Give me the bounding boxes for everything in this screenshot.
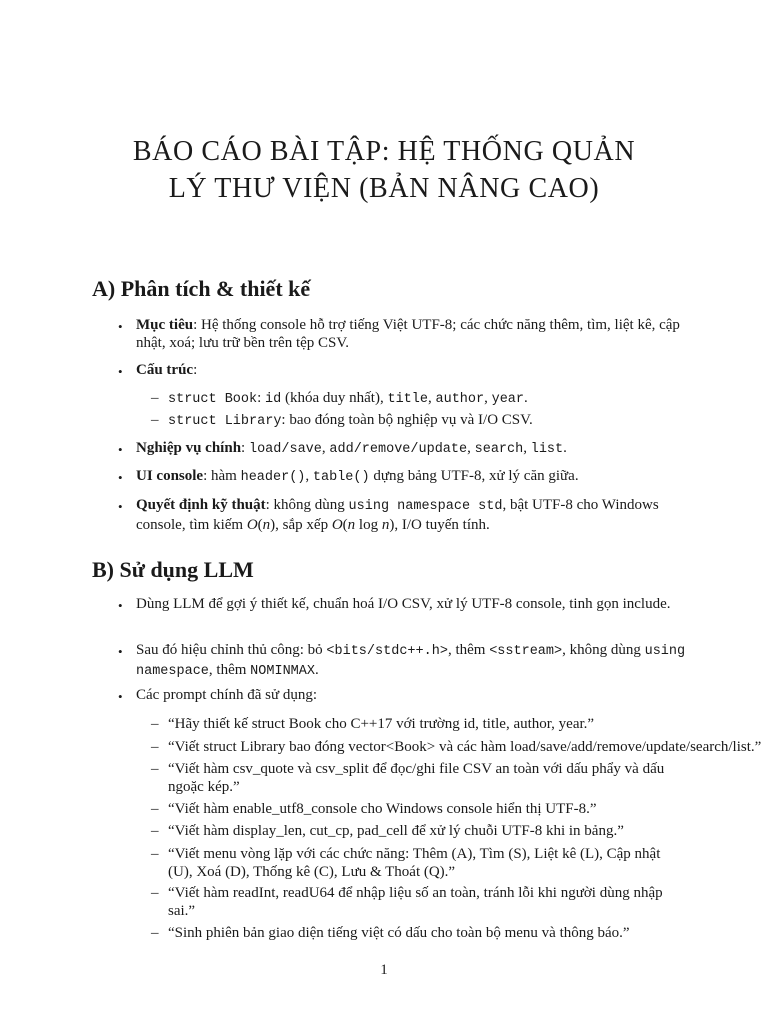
math: log — [355, 517, 382, 533]
math: n — [262, 517, 271, 533]
text: , — [484, 390, 492, 406]
text: : hàm — [203, 468, 241, 484]
math: ) — [270, 517, 276, 533]
bullet-structure: • — [118, 364, 123, 379]
dash-book: – — [151, 390, 159, 406]
code-struct-library: struct Library — [168, 414, 282, 429]
prompt-item: “Hãy thiết kế struct Book cho C++17 với trường id, title, author, year.” — [168, 716, 595, 732]
math: O — [246, 517, 258, 533]
text: : không dùng — [265, 497, 349, 513]
math: O — [331, 517, 343, 533]
dash-prompt: – — [151, 716, 159, 732]
math: n — [347, 517, 356, 533]
text: , bật UTF-8 cho Windows console, tìm kiếm — [136, 497, 659, 533]
text: : bao đóng toàn bộ nghiệp vụ và I/O CSV. — [281, 412, 533, 428]
bullet-business: • — [118, 442, 123, 457]
item-business — [136, 439, 736, 459]
section-a-heading: A) Phân tích & thiết kế — [92, 276, 311, 301]
text: , — [305, 468, 313, 484]
text: , — [428, 390, 436, 406]
text: . — [563, 440, 567, 456]
item-prompts-intro: Các prompt chính đã sử dụng: — [136, 687, 318, 703]
prompt-item: “Viết menu vòng lặp với các chức năng: Thêm (A), Tìm (S), Liệt kê (L), Cập nhật (U), Xoá (D), Thống kê (C), Lưu & Thoát (Q).” — [168, 846, 661, 880]
goal-text: : Hệ thống console hỗ trợ tiếng Việt UTF-8; các chức năng thêm, tìm, liệt kê, cập nhật, xoá; lưu trữ bền trên tệp CSV. — [136, 317, 680, 351]
code-add-remove-update: add/remove/update — [329, 442, 468, 457]
math: ( — [257, 517, 263, 533]
code-id: id — [265, 392, 282, 407]
code-author: author — [435, 392, 485, 407]
bullet-llm-use: • — [118, 598, 123, 613]
code-using-namespace: using namespace — [136, 644, 686, 679]
bullet-prompts: • — [118, 689, 123, 704]
structure-colon: : — [193, 362, 198, 378]
dash-prompt: – — [151, 801, 159, 817]
dash-prompt: – — [151, 846, 159, 862]
code-search: search — [474, 442, 524, 457]
text: , thêm — [447, 642, 490, 658]
prompt-item: “Sinh phiên bản giao diện tiếng việt có dấu cho toàn bộ menu và thông báo.” — [168, 925, 630, 941]
sub-struct-library — [168, 411, 768, 431]
item-structure — [136, 361, 696, 379]
decision-label: Quyết định kỹ thuật — [136, 497, 266, 513]
code-load-save: load/save — [248, 442, 322, 457]
text: , thêm — [208, 662, 251, 678]
dash-prompt: – — [151, 761, 159, 777]
dash-prompt: – — [151, 885, 159, 901]
math: ( — [342, 517, 348, 533]
item-ui — [136, 467, 696, 487]
text: , không dùng — [562, 642, 645, 658]
title-line-1: BÁO CÁO BÀI TẬP: HỆ THỐNG QUẢN — [132, 136, 636, 167]
text: , I/O tuyến tính. — [394, 517, 490, 533]
text: . — [524, 390, 528, 406]
item-llm-use: Dùng LLM để gợi ý thiết kế, chuẩn hoá I/O CSV, xử lý UTF-8 console, tinh gọn include. — [136, 596, 671, 612]
bullet-goal: • — [118, 319, 123, 334]
prompt-item: “Viết hàm display_len, cut_cp, pad_cell để xử lý chuỗi UTF-8 khi in bảng.” — [168, 823, 624, 839]
prompt-item: “Viết struct Library bao đóng vector<Book> và các hàm load/save/add/remove/update/search/list.” — [168, 739, 762, 755]
bullet-decision: • — [118, 499, 123, 514]
text: , — [321, 440, 330, 456]
text: , — [467, 440, 475, 456]
code-using-namespace-std: using namespace std — [348, 499, 503, 514]
code-table: table() — [312, 470, 370, 485]
sub-struct-book — [168, 389, 768, 409]
prompt-item: “Viết hàm readInt, readU64 để nhập liệu số an toàn, tránh lỗi khi người dùng nhập sai.” — [168, 885, 663, 919]
business-label: Nghiệp vụ chính — [136, 440, 242, 456]
prompt-item: “Viết hàm enable_utf8_console cho Windows console hiển thị UTF-8.” — [168, 801, 597, 817]
text: , sắp xếp — [275, 517, 332, 533]
text: , — [523, 440, 531, 456]
prompt-item: “Viết hàm csv_quote và csv_split để đọc/ghi file CSV an toàn với dấu phẩy và dấu ngoặc kép.” — [168, 761, 665, 795]
code-sstream: <sstream> — [489, 644, 563, 659]
text: (khóa duy nhất), — [281, 390, 388, 406]
ui-label: UI console — [136, 468, 204, 484]
bullet-manual-fix: • — [118, 644, 123, 659]
item-decision — [136, 496, 696, 534]
code-title: title — [387, 392, 428, 407]
dash-prompt: – — [151, 823, 159, 839]
text: . — [314, 662, 319, 678]
section-b-heading: B) Sử dụng LLM — [92, 557, 254, 582]
code-year: year — [491, 392, 525, 407]
page-number: 1 — [380, 962, 388, 978]
document-title — [0, 133, 768, 207]
item-goal — [136, 316, 696, 352]
dash-prompt: – — [151, 739, 159, 755]
structure-label: Cấu trúc — [136, 362, 194, 378]
text: : — [257, 390, 266, 406]
title-line-2: LÝ THƯ VIỆN (BẢN NÂNG CAO) — [168, 173, 600, 204]
math: n — [381, 517, 390, 533]
text: : — [241, 440, 249, 456]
code-list: list — [530, 442, 564, 457]
math: ) — [389, 517, 395, 533]
item-manual-fix — [136, 641, 696, 681]
dash-prompt: – — [151, 925, 159, 941]
text: Sau đó hiệu chỉnh thủ công: bỏ — [136, 642, 327, 658]
code-header: header() — [240, 470, 306, 485]
code-bits-stdc: <bits/stdc++.h> — [326, 644, 448, 659]
bullet-ui: • — [118, 470, 123, 485]
text: dựng bảng UTF-8, xử lý căn giữa. — [369, 468, 579, 484]
dash-library: – — [151, 412, 159, 428]
code-struct-book: struct Book — [168, 392, 258, 407]
goal-label: Mục tiêu — [136, 317, 194, 333]
code-nominmax: NOMINMAX — [250, 664, 315, 679]
